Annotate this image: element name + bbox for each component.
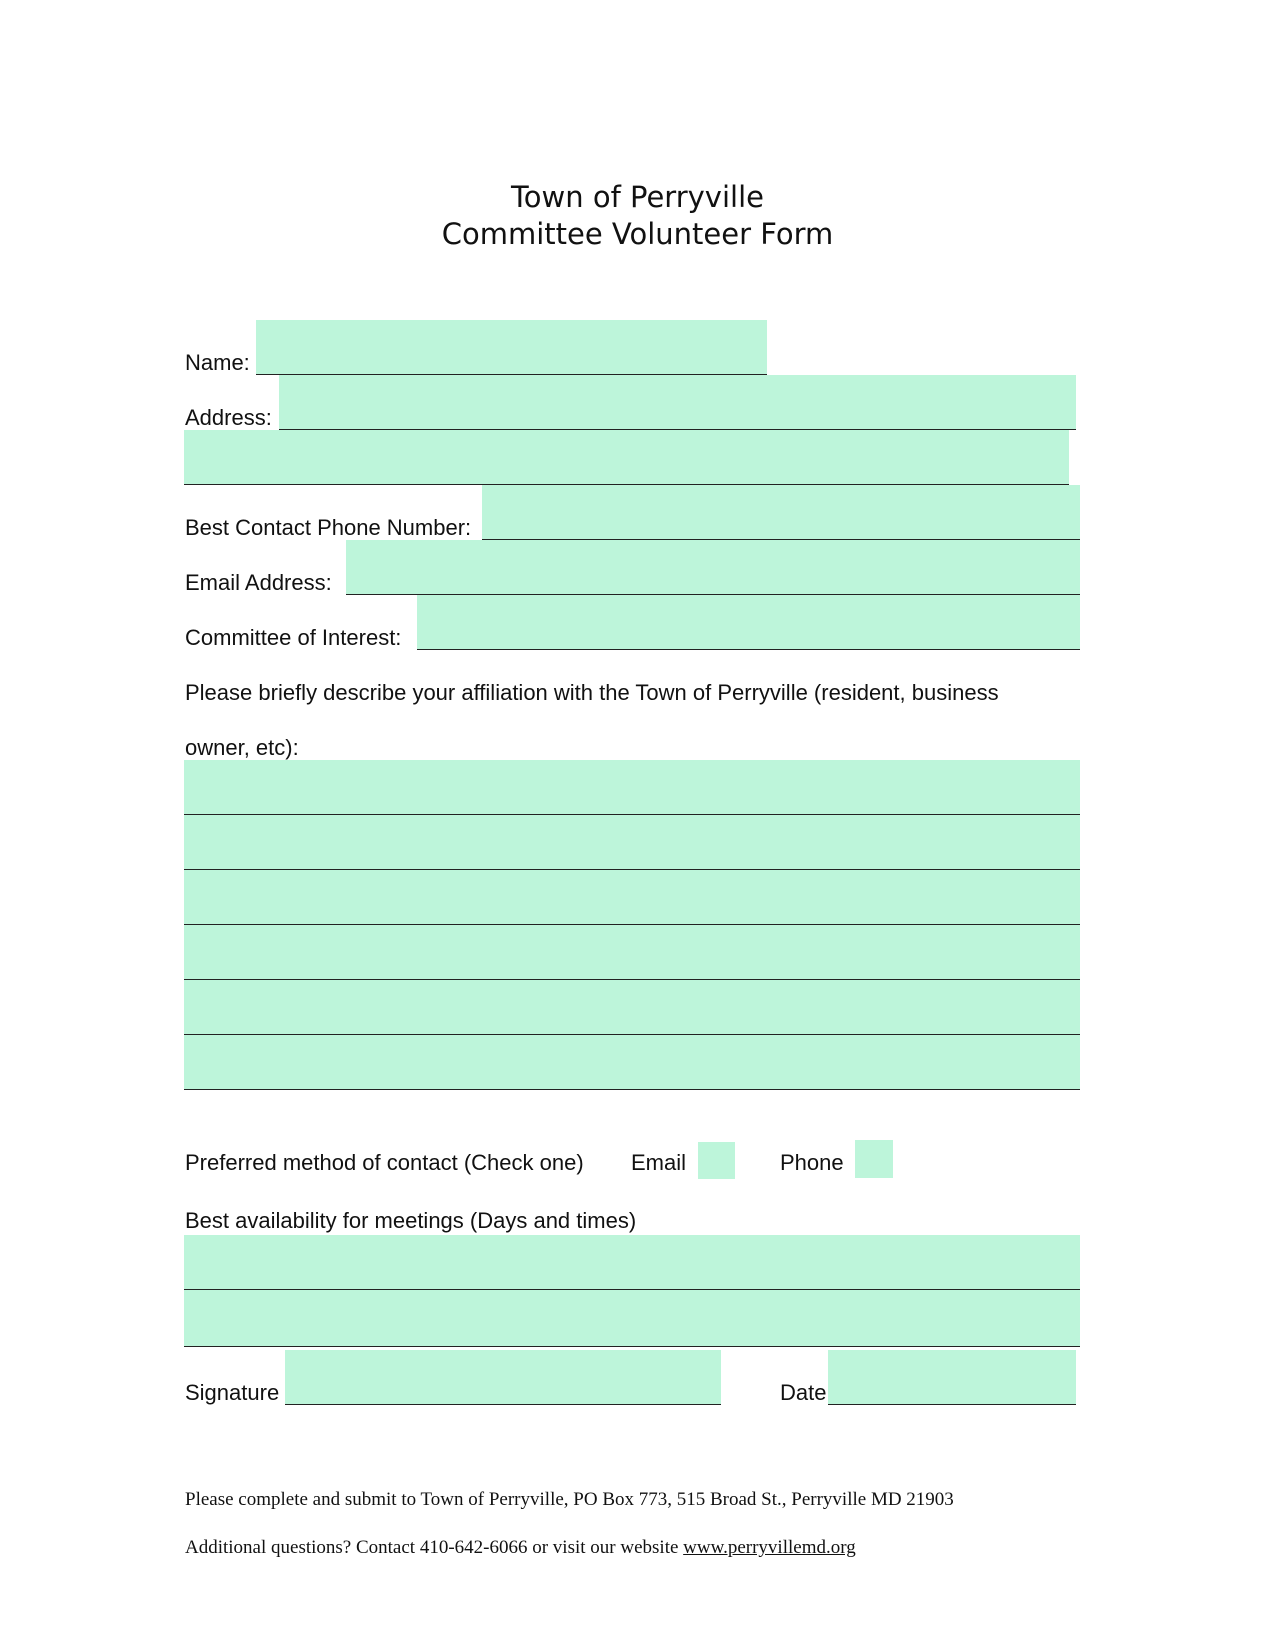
- form-subtitle: Committee Volunteer Form: [441, 217, 834, 251]
- availability-field-line1[interactable]: [184, 1235, 1080, 1290]
- submit-instructions: Please complete and submit to Town of Perryville, PO Box 773, 515 Broad St., Perryville MD 21903: [185, 1489, 954, 1510]
- availability-label: Best availability for meetings (Days and times): [185, 1208, 637, 1233]
- affiliation-field-line1[interactable]: [184, 760, 1080, 815]
- contact-phone-checkbox[interactable]: [855, 1140, 893, 1178]
- affiliation-field-line3[interactable]: [184, 870, 1080, 925]
- phone-label: Best Contact Phone Number:: [185, 515, 472, 540]
- email-field[interactable]: [346, 540, 1080, 595]
- signature-label: Signature: [185, 1380, 280, 1405]
- phone-field[interactable]: [482, 485, 1080, 540]
- affiliation-field-line2[interactable]: [184, 815, 1080, 870]
- affiliation-field-line4[interactable]: [184, 925, 1080, 980]
- address-label: Address:: [185, 405, 272, 430]
- form-title: Town of Perryville: [511, 180, 764, 214]
- contact-option-email-label: Email: [631, 1150, 687, 1175]
- affiliation-field-line5[interactable]: [184, 980, 1080, 1035]
- availability-field-line2[interactable]: [184, 1290, 1080, 1347]
- email-label: Email Address:: [185, 570, 332, 595]
- committee-label: Committee of Interest:: [185, 625, 402, 650]
- affiliation-label-line2: owner, etc):: [185, 735, 299, 760]
- website-link[interactable]: www.perryvillemd.org: [683, 1537, 856, 1558]
- committee-field[interactable]: [417, 595, 1080, 650]
- address-field-line1[interactable]: [279, 375, 1076, 430]
- contact-option-phone-label: Phone: [780, 1150, 844, 1175]
- name-label: Name:: [185, 350, 250, 375]
- affiliation-label-line1: Please briefly describe your affiliation with the Town of Perryville (resident, business: [185, 680, 999, 705]
- address-field-line2[interactable]: [184, 430, 1069, 485]
- questions-text: [185, 1536, 856, 1560]
- contact-method-label: Preferred method of contact (Check one): [185, 1150, 584, 1175]
- name-field[interactable]: [256, 320, 767, 375]
- questions-contact-text: Additional questions? Contact 410-642-6066 or visit our website: [185, 1537, 684, 1558]
- affiliation-field-line6[interactable]: [184, 1035, 1080, 1090]
- contact-email-checkbox[interactable]: [698, 1142, 735, 1179]
- signature-field[interactable]: [285, 1350, 721, 1405]
- date-field[interactable]: [828, 1350, 1076, 1405]
- date-label: Date: [780, 1380, 827, 1405]
